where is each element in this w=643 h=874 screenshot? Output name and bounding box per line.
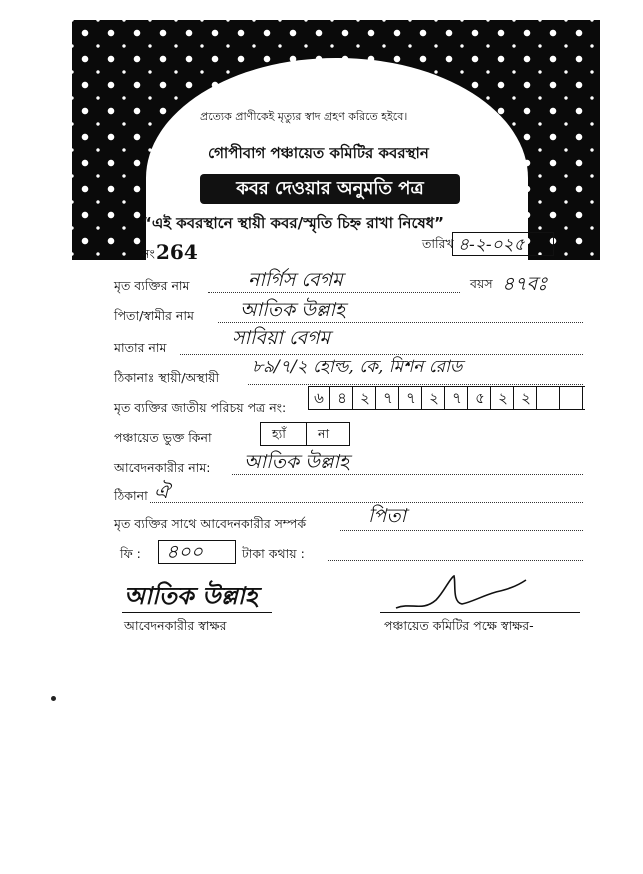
stray-dot	[51, 696, 56, 701]
nid-cell: ২	[493, 387, 514, 409]
header-slogan: প্রত্যেক প্রাণীকেই মৃত্যুর স্বাদ গ্রহণ করিতে হইবে।	[200, 110, 408, 123]
nid-cell: ২	[355, 387, 376, 409]
father-husband-value: আতিক উল্লাহ	[240, 299, 345, 321]
relation-value: পিতা	[368, 505, 407, 527]
address-value: ৮৯/৭/২ হোল্ড, কে, মিশন রোড	[252, 357, 463, 377]
nid-cell	[562, 387, 583, 409]
nid-cell: ২	[516, 387, 537, 409]
permit-title: কবর দেওয়ার অনুমতি পত্র	[200, 174, 460, 204]
applicant-name-label: আবেদনকারীর নাম:	[114, 460, 211, 475]
nid-cell: ৭	[378, 387, 399, 409]
notice-text: “এই কবরস্থানে স্থায়ী কবর/স্মৃতি চিহ্ন রাখা নিষেধ”	[142, 214, 445, 232]
deceased-name-label: মৃত ব্যক্তির নাম	[114, 278, 190, 293]
committee-signature	[392, 572, 532, 616]
nid-cell	[539, 387, 560, 409]
nid-cell: ৪	[332, 387, 353, 409]
mother-label: মাতার নাম	[114, 340, 167, 355]
date-label: তারিখ	[422, 236, 454, 251]
applicant-address-label: ঠিকানা	[114, 488, 148, 503]
yes-option: হ্যাঁ	[272, 426, 286, 441]
serial-no-value: 264	[156, 240, 198, 264]
address-label: ঠিকানাঃ স্থায়ী/অস্থায়ী	[114, 370, 220, 385]
fee-value: ৪০০	[166, 541, 204, 563]
nid-cell: ৬	[309, 387, 330, 409]
age-label: বয়স	[470, 276, 493, 291]
father-husband-label: পিতা/স্বামীর নাম	[114, 308, 194, 323]
nid-boxes	[308, 386, 585, 410]
serial-no-label: নং	[142, 246, 155, 261]
relation-label: মৃত ব্যক্তির সাথে আবেদনকারীর সম্পর্ক	[114, 516, 307, 531]
committee-name: গোপীবাগ পঞ্চায়েত কমিটির কবরস্থান	[208, 144, 429, 162]
applicant-address-value: ঐ	[154, 481, 170, 503]
age-value: ৪৭বঃ	[502, 273, 548, 295]
date-value: ৪-২-০২৫	[458, 235, 525, 255]
nid-cell: ২	[424, 387, 445, 409]
applicant-signature-caption: আবেদনকারীর স্বাক্ষর	[124, 618, 227, 633]
deceased-name-value: নার্গিস বেগম	[248, 269, 343, 291]
panchayat-label: পঞ্চায়েত ভুক্ত কিনা	[114, 430, 212, 445]
applicant-name-value: আতিক উল্লাহ	[244, 451, 349, 473]
applicant-signature: আতিক উল্লাহ	[124, 581, 258, 610]
nid-cell: ৭	[401, 387, 422, 409]
committee-signature-caption: পঞ্চায়েত কমিটির পক্ষে স্বাক্ষর-	[384, 618, 534, 633]
taka-words-label: টাকা কথায় :	[242, 546, 305, 561]
no-option: না	[318, 426, 330, 441]
fee-label: ফি :	[120, 546, 141, 561]
nid-label: মৃত ব্যক্তির জাতীয় পরিচয় পত্র নং:	[114, 400, 287, 415]
nid-cell: ৫	[470, 387, 491, 409]
mother-value: সাবিয়া বেগম	[232, 327, 331, 349]
nid-cell: ৭	[447, 387, 468, 409]
